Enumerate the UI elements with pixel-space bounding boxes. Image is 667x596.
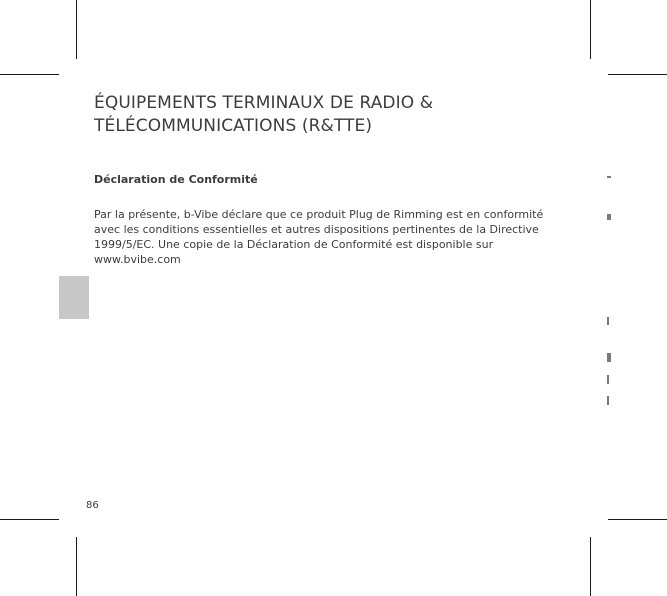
crop-mark-top-right-horizontal [608,74,667,75]
section-heading: ÉQUIPEMENTS TERMINAUX DE RADIO & TÉLÉCOMMUNICATIONS (R&TTE) [94,93,434,136]
declaration-subheading: Déclaration de Conformité [94,173,258,186]
bleed-fragment [607,214,611,220]
bleed-fragment [607,176,611,178]
crop-mark-bottom-left-horizontal [0,519,59,520]
page-number: 86 [86,500,99,511]
crop-mark-bottom-left-vertical [76,537,77,596]
crop-mark-top-left-horizontal [0,74,59,75]
bleed-fragment [607,317,609,325]
bleed-fragment [607,375,609,384]
crop-mark-bottom-right-vertical [590,537,591,596]
bleed-fragment [607,353,611,362]
bleed-fragment [607,396,609,405]
crop-mark-top-left-vertical [76,0,77,59]
section-tab-marker [59,276,89,319]
declaration-body-text: Par la présente, b-Vibe déclare que ce produit Plug de Rimming est en conformité avec les conditions essentielles et autres dispositions pertinentes de la Directive 1999/5/EC. Une copie de la Déclaration de Conformité est disponible sur www.bvibe.com [94,208,544,266]
crop-mark-top-right-vertical [590,0,591,59]
crop-mark-bottom-right-horizontal [608,519,667,520]
